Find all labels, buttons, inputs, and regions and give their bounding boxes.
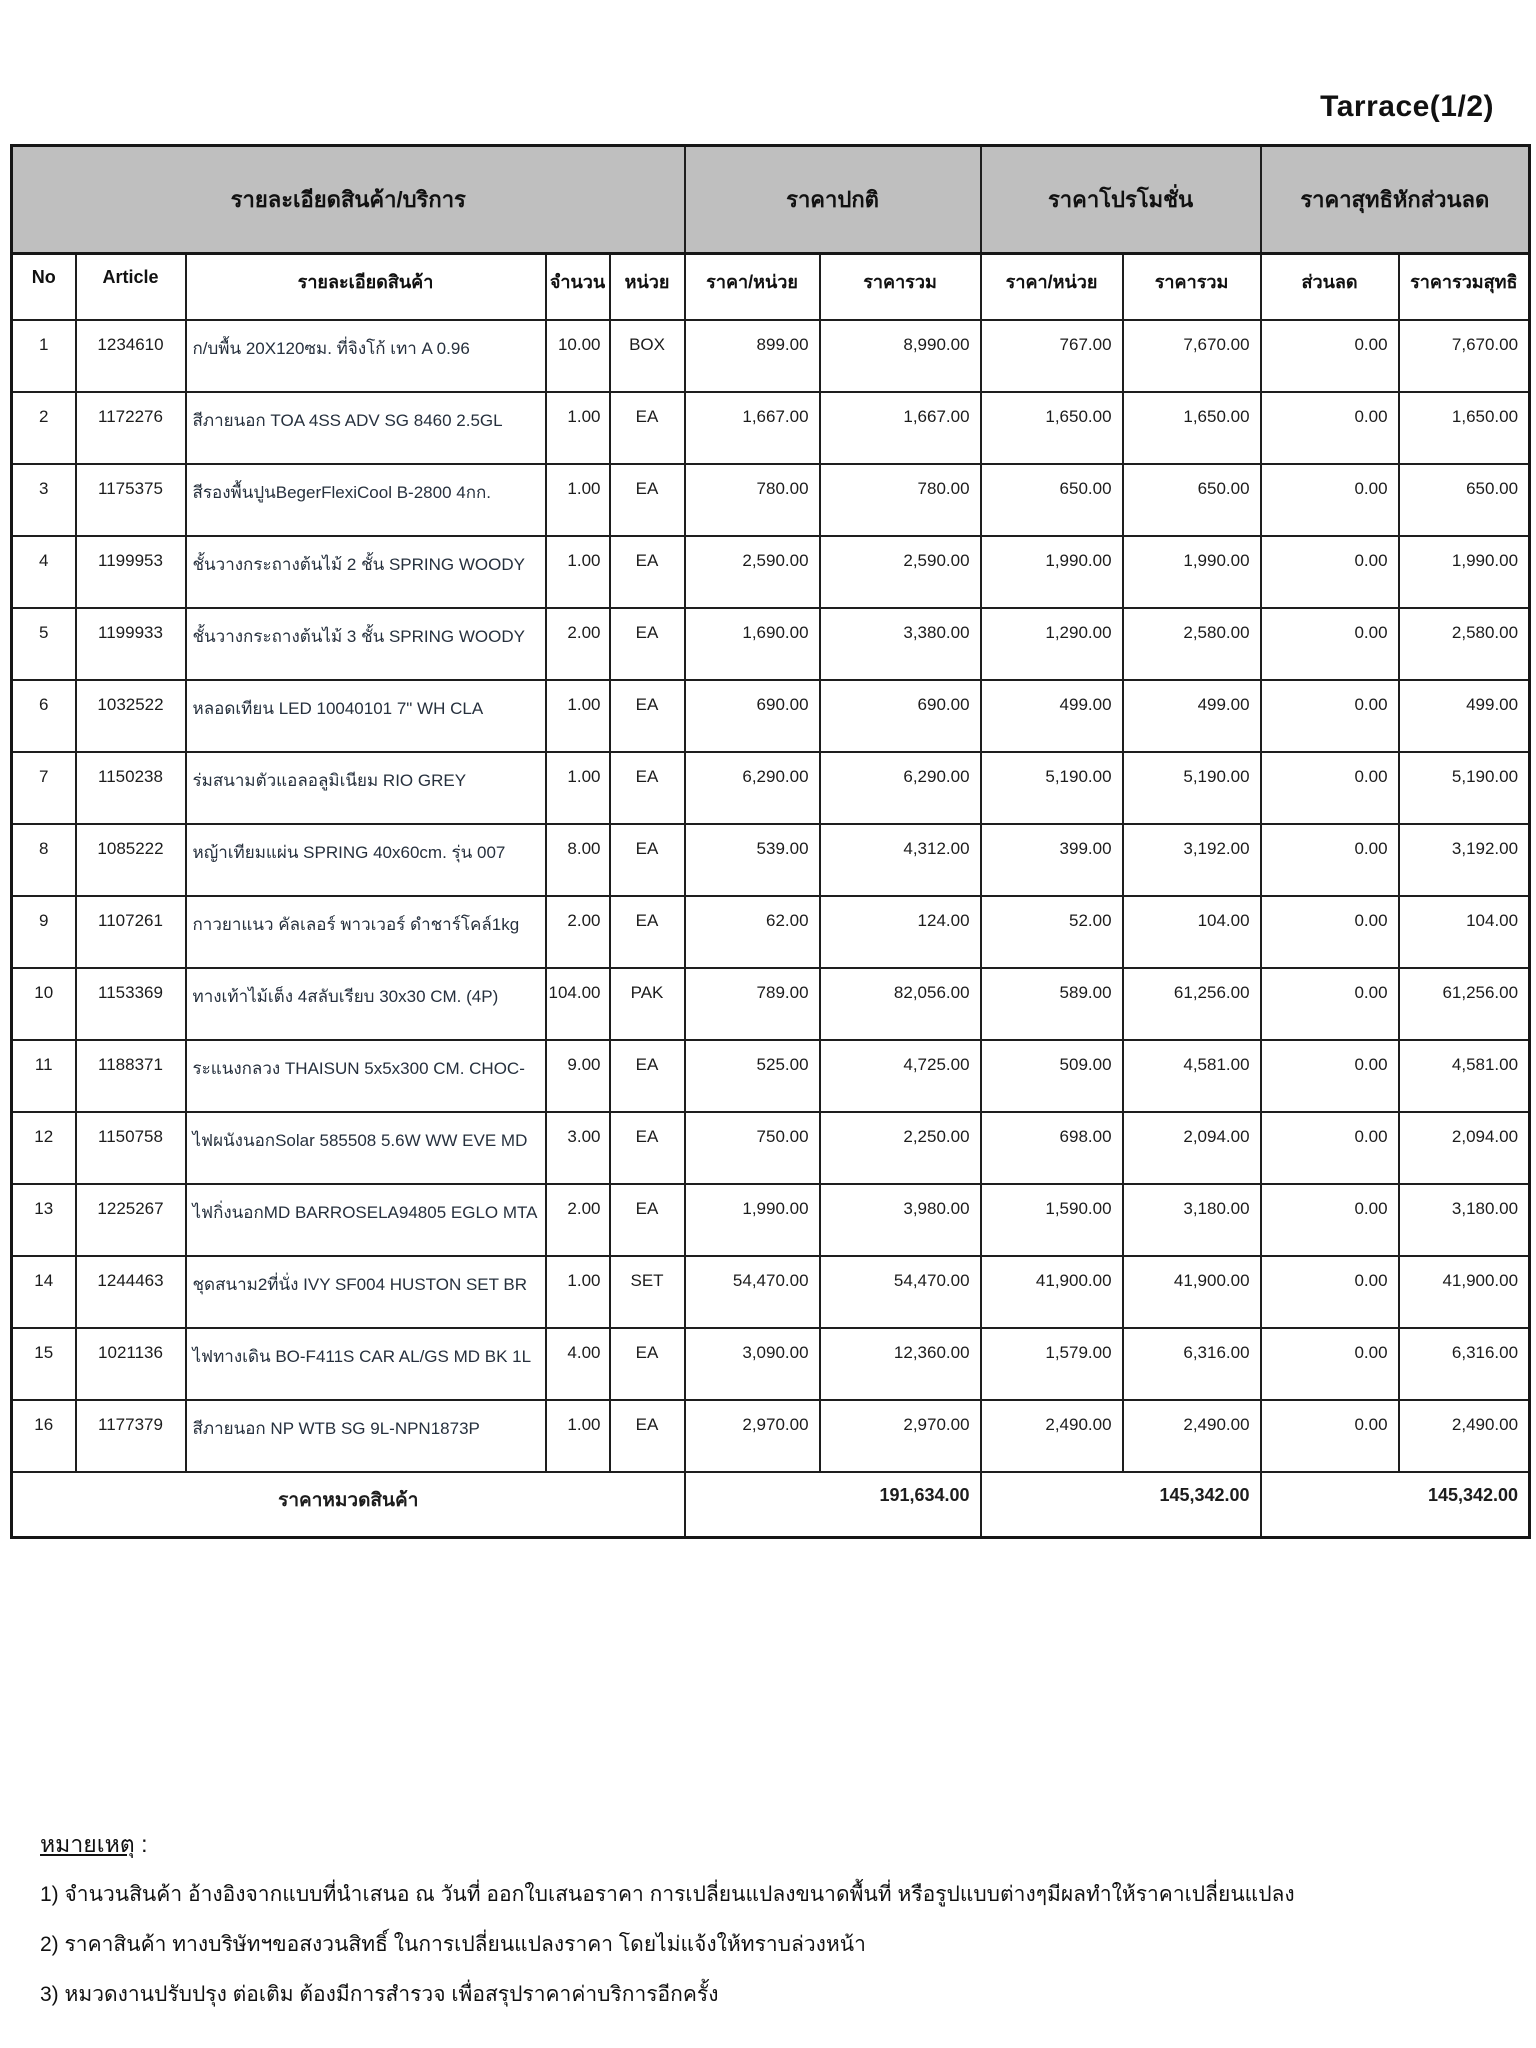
cell-discount: 0.00 (1261, 392, 1399, 464)
table-row (12, 1112, 1530, 1184)
cell-qty: 2.00 (546, 896, 610, 968)
cell-discount: 0.00 (1261, 1400, 1399, 1472)
cell-unit: EA (610, 536, 685, 608)
cell-article: 1225267 (76, 1184, 186, 1256)
cell-net-total: 4,581.00 (1399, 1040, 1530, 1112)
cell-net-total: 1,650.00 (1399, 392, 1530, 464)
cell-price-total: 54,470.00 (820, 1256, 981, 1328)
cell-description: ชั้นวางกระถางต้นไม้ 3 ชั้น SPRING WOODY (186, 608, 546, 680)
cell-qty: 1.00 (546, 1400, 610, 1472)
table-row (12, 1328, 1530, 1400)
table-row (12, 464, 1530, 536)
cell-price-total: 8,990.00 (820, 320, 981, 392)
col-header-article: Article (76, 254, 186, 320)
col-header-discount: ส่วนลด (1261, 254, 1399, 320)
group-header-normal-price: ราคาปกติ (685, 146, 981, 254)
cell-article: 1199933 (76, 608, 186, 680)
cell-article: 1244463 (76, 1256, 186, 1328)
cell-promo-unit: 5,190.00 (981, 752, 1123, 824)
cell-qty: 9.00 (546, 1040, 610, 1112)
cell-price-unit: 690.00 (685, 680, 820, 752)
cell-price-total: 82,056.00 (820, 968, 981, 1040)
cell-price-total: 6,290.00 (820, 752, 981, 824)
cell-discount: 0.00 (1261, 1256, 1399, 1328)
col-header-promo-unit: ราคา/หน่วย (981, 254, 1123, 320)
cell-description: ไฟกิ่งนอกMD BARROSELA94805 EGLO MTA (186, 1184, 546, 1256)
cell-net-total: 2,490.00 (1399, 1400, 1530, 1472)
cell-price-total: 1,667.00 (820, 392, 981, 464)
table-row (12, 1256, 1530, 1328)
cell-promo-total: 2,094.00 (1123, 1112, 1261, 1184)
cell-promo-unit: 1,650.00 (981, 392, 1123, 464)
cell-description: สีภายนอก TOA 4SS ADV SG 8460 2.5GL (186, 392, 546, 464)
cell-qty: 2.00 (546, 608, 610, 680)
cell-unit: EA (610, 752, 685, 824)
cell-price-unit: 539.00 (685, 824, 820, 896)
cell-net-total: 41,900.00 (1399, 1256, 1530, 1328)
cell-unit: EA (610, 824, 685, 896)
cell-qty: 1.00 (546, 392, 610, 464)
total-net-price: 145,342.00 (1261, 1472, 1530, 1538)
cell-promo-unit: 1,290.00 (981, 608, 1123, 680)
col-header-qty: จำนวน (546, 254, 610, 320)
cell-promo-total: 41,900.00 (1123, 1256, 1261, 1328)
cell-discount: 0.00 (1261, 608, 1399, 680)
table-row (12, 608, 1530, 680)
cell-no: 2 (12, 392, 76, 464)
col-header-no: No (12, 254, 76, 320)
group-header-product-details: รายละเอียดสินค้า/บริการ (12, 146, 685, 254)
table-row (12, 1184, 1530, 1256)
cell-net-total: 650.00 (1399, 464, 1530, 536)
cell-description: ไฟผนังนอกSolar 585508 5.6W WW EVE MD (186, 1112, 546, 1184)
cell-unit: EA (610, 464, 685, 536)
cell-unit: EA (610, 1328, 685, 1400)
notes-heading (40, 1827, 1536, 1863)
cell-unit: EA (610, 680, 685, 752)
cell-price-total: 124.00 (820, 896, 981, 968)
cell-article: 1172276 (76, 392, 186, 464)
cell-price-unit: 62.00 (685, 896, 820, 968)
cell-promo-total: 5,190.00 (1123, 752, 1261, 824)
cell-price-unit: 1,690.00 (685, 608, 820, 680)
cell-unit: EA (610, 608, 685, 680)
total-normal-price: 191,634.00 (685, 1472, 981, 1538)
table-row (12, 752, 1530, 824)
notes-heading-text: หมายเหตุ (40, 1831, 135, 1857)
cell-qty: 2.00 (546, 1184, 610, 1256)
group-header-row (12, 146, 1530, 254)
total-row (12, 1472, 1530, 1538)
cell-article: 1234610 (76, 320, 186, 392)
cell-price-unit: 2,970.00 (685, 1400, 820, 1472)
cell-unit: EA (610, 392, 685, 464)
cell-no: 5 (12, 608, 76, 680)
cell-net-total: 2,580.00 (1399, 608, 1530, 680)
cell-price-total: 3,980.00 (820, 1184, 981, 1256)
cell-no: 16 (12, 1400, 76, 1472)
cell-price-unit: 899.00 (685, 320, 820, 392)
col-header-description: รายละเอียดสินค้า (186, 254, 546, 320)
cell-promo-total: 2,580.00 (1123, 608, 1261, 680)
cell-promo-unit: 767.00 (981, 320, 1123, 392)
cell-no: 6 (12, 680, 76, 752)
cell-article: 1153369 (76, 968, 186, 1040)
table-row (12, 320, 1530, 392)
cell-no: 7 (12, 752, 76, 824)
cell-article: 1032522 (76, 680, 186, 752)
cell-promo-unit: 589.00 (981, 968, 1123, 1040)
cell-unit: EA (610, 896, 685, 968)
table-row (12, 896, 1530, 968)
cell-discount: 0.00 (1261, 1040, 1399, 1112)
cell-unit: EA (610, 1112, 685, 1184)
cell-description: ทางเท้าไม้เต็ง 4สลับเรียบ 30x30 CM. (4P) (186, 968, 546, 1040)
cell-price-unit: 6,290.00 (685, 752, 820, 824)
cell-no: 8 (12, 824, 76, 896)
cell-article: 1150758 (76, 1112, 186, 1184)
cell-promo-total: 650.00 (1123, 464, 1261, 536)
cell-no: 14 (12, 1256, 76, 1328)
cell-net-total: 7,670.00 (1399, 320, 1530, 392)
total-label: ราคาหมวดสินค้า (12, 1472, 685, 1538)
cell-discount: 0.00 (1261, 968, 1399, 1040)
cell-net-total: 104.00 (1399, 896, 1530, 968)
cell-price-total: 4,312.00 (820, 824, 981, 896)
cell-no: 15 (12, 1328, 76, 1400)
column-header-row (12, 254, 1530, 320)
cell-price-unit: 3,090.00 (685, 1328, 820, 1400)
cell-unit: SET (610, 1256, 685, 1328)
cell-qty: 1.00 (546, 680, 610, 752)
total-promo-price: 145,342.00 (981, 1472, 1261, 1538)
cell-discount: 0.00 (1261, 1112, 1399, 1184)
cell-no: 4 (12, 536, 76, 608)
cell-qty: 1.00 (546, 1256, 610, 1328)
cell-discount: 0.00 (1261, 1328, 1399, 1400)
cell-qty: 1.00 (546, 464, 610, 536)
cell-promo-unit: 41,900.00 (981, 1256, 1123, 1328)
col-header-price-unit: ราคา/หน่วย (685, 254, 820, 320)
cell-qty: 104.00 (546, 968, 610, 1040)
cell-unit: EA (610, 1400, 685, 1472)
cell-qty: 8.00 (546, 824, 610, 896)
quotation-table (10, 144, 1531, 1539)
cell-promo-unit: 1,990.00 (981, 536, 1123, 608)
notes-heading-colon: : (134, 1831, 148, 1857)
cell-price-unit: 1,667.00 (685, 392, 820, 464)
cell-discount: 0.00 (1261, 824, 1399, 896)
cell-unit: BOX (610, 320, 685, 392)
cell-price-total: 4,725.00 (820, 1040, 981, 1112)
cell-article: 1199953 (76, 536, 186, 608)
cell-promo-unit: 1,590.00 (981, 1184, 1123, 1256)
cell-unit: EA (610, 1040, 685, 1112)
cell-promo-total: 1,990.00 (1123, 536, 1261, 608)
cell-price-unit: 2,590.00 (685, 536, 820, 608)
cell-no: 10 (12, 968, 76, 1040)
table-row (12, 392, 1530, 464)
cell-qty: 10.00 (546, 320, 610, 392)
cell-net-total: 1,990.00 (1399, 536, 1530, 608)
cell-description: หลอดเทียน LED 10040101 7" WH CLA (186, 680, 546, 752)
note-item-2: 2) ราคาสินค้า ทางบริษัทฯขอสงวนสิทธิ์ ในการเปลี่ยนแปลงราคา โดยไม่แจ้งให้ทราบล่วงหน้า (40, 1933, 866, 1956)
cell-discount: 0.00 (1261, 536, 1399, 608)
cell-price-total: 780.00 (820, 464, 981, 536)
cell-qty: 1.00 (546, 752, 610, 824)
cell-discount: 0.00 (1261, 752, 1399, 824)
cell-no: 12 (12, 1112, 76, 1184)
cell-discount: 0.00 (1261, 320, 1399, 392)
cell-discount: 0.00 (1261, 680, 1399, 752)
cell-promo-total: 2,490.00 (1123, 1400, 1261, 1472)
cell-article: 1188371 (76, 1040, 186, 1112)
cell-article: 1175375 (76, 464, 186, 536)
col-header-unit: หน่วย (610, 254, 685, 320)
cell-net-total: 499.00 (1399, 680, 1530, 752)
cell-article: 1021136 (76, 1328, 186, 1400)
cell-price-unit: 780.00 (685, 464, 820, 536)
cell-description: สีภายนอก NP WTB SG 9L-NPN1873P (186, 1400, 546, 1472)
cell-price-total: 12,360.00 (820, 1328, 981, 1400)
cell-promo-total: 499.00 (1123, 680, 1261, 752)
col-header-promo-total: ราคารวม (1123, 254, 1261, 320)
cell-no: 9 (12, 896, 76, 968)
table-row (12, 680, 1530, 752)
cell-qty: 1.00 (546, 536, 610, 608)
cell-promo-unit: 2,490.00 (981, 1400, 1123, 1472)
col-header-price-total: ราคารวม (820, 254, 981, 320)
cell-net-total: 6,316.00 (1399, 1328, 1530, 1400)
cell-net-total: 3,180.00 (1399, 1184, 1530, 1256)
cell-promo-total: 7,670.00 (1123, 320, 1261, 392)
cell-discount: 0.00 (1261, 464, 1399, 536)
table-row (12, 824, 1530, 896)
cell-promo-unit: 52.00 (981, 896, 1123, 968)
cell-price-total: 690.00 (820, 680, 981, 752)
cell-description: กาวยาแนว คัลเลอร์ พาวเวอร์ ดำชาร์โคล์1kg (186, 896, 546, 968)
note-item-3: 3) หมวดงานปรับปรุง ต่อเติม ต้องมีการสำรวจ เพื่อสรุปราคาค่าบริการอีกครั้ง (40, 1983, 719, 2006)
cell-price-total: 2,590.00 (820, 536, 981, 608)
cell-promo-unit: 698.00 (981, 1112, 1123, 1184)
cell-description: ก/บพื้น 20X120ซม. ที่จิงโก้ เทา A 0.96 (186, 320, 546, 392)
table-row (12, 1040, 1530, 1112)
cell-promo-total: 61,256.00 (1123, 968, 1261, 1040)
cell-price-total: 2,970.00 (820, 1400, 981, 1472)
cell-net-total: 5,190.00 (1399, 752, 1530, 824)
notes-section (40, 1827, 1536, 2009)
cell-description: ระแนงกลวง THAISUN 5x5x300 CM. CHOC- (186, 1040, 546, 1112)
cell-discount: 0.00 (1261, 896, 1399, 968)
cell-promo-unit: 499.00 (981, 680, 1123, 752)
cell-net-total: 3,192.00 (1399, 824, 1530, 896)
cell-net-total: 61,256.00 (1399, 968, 1530, 1040)
cell-article: 1107261 (76, 896, 186, 968)
cell-promo-unit: 650.00 (981, 464, 1123, 536)
cell-description: ชุดสนาม2ที่นั่ง IVY SF004 HUSTON SET BR (186, 1256, 546, 1328)
cell-description: ไฟทางเดิน BO-F411S CAR AL/GS MD BK 1L (186, 1328, 546, 1400)
table-row (12, 536, 1530, 608)
cell-promo-total: 6,316.00 (1123, 1328, 1261, 1400)
page-title: Tarrace(1/2) (1320, 90, 1494, 123)
group-header-net-price: ราคาสุทธิหักส่วนลด (1261, 146, 1530, 254)
cell-price-unit: 54,470.00 (685, 1256, 820, 1328)
cell-promo-total: 1,650.00 (1123, 392, 1261, 464)
cell-qty: 4.00 (546, 1328, 610, 1400)
cell-promo-unit: 509.00 (981, 1040, 1123, 1112)
cell-price-unit: 1,990.00 (685, 1184, 820, 1256)
cell-price-unit: 789.00 (685, 968, 820, 1040)
cell-promo-unit: 399.00 (981, 824, 1123, 896)
cell-price-unit: 750.00 (685, 1112, 820, 1184)
cell-promo-total: 3,180.00 (1123, 1184, 1261, 1256)
cell-no: 1 (12, 320, 76, 392)
cell-no: 3 (12, 464, 76, 536)
cell-no: 13 (12, 1184, 76, 1256)
cell-promo-total: 4,581.00 (1123, 1040, 1261, 1112)
cell-promo-total: 3,192.00 (1123, 824, 1261, 896)
cell-article: 1085222 (76, 824, 186, 896)
table-row (12, 968, 1530, 1040)
cell-description: สีรองพื้นปูนBegerFlexiCool B-2800 4กก. (186, 464, 546, 536)
cell-price-total: 3,380.00 (820, 608, 981, 680)
col-header-net-total: ราคารวมสุทธิ (1399, 254, 1530, 320)
cell-price-unit: 525.00 (685, 1040, 820, 1112)
cell-unit: EA (610, 1184, 685, 1256)
table-row (12, 1400, 1530, 1472)
cell-description: หญ้าเทียมแผ่น SPRING 40x60cm. รุ่น 007 (186, 824, 546, 896)
note-item-1: 1) จำนวนสินค้า อ้างอิงจากแบบที่นำเสนอ ณ วันที่ ออกใบเสนอราคา การเปลี่ยนแปลงขนาดพื้นที่ หรือรูปแบบต่างๆมีผลทำให้ราคาเปลี่ยนแปลง (40, 1883, 1295, 1906)
cell-promo-total: 104.00 (1123, 896, 1261, 968)
cell-no: 11 (12, 1040, 76, 1112)
cell-article: 1177379 (76, 1400, 186, 1472)
cell-qty: 3.00 (546, 1112, 610, 1184)
cell-description: ร่มสนามตัวแอลอลูมิเนียม RIO GREY (186, 752, 546, 824)
cell-price-total: 2,250.00 (820, 1112, 981, 1184)
cell-unit: PAK (610, 968, 685, 1040)
cell-article: 1150238 (76, 752, 186, 824)
cell-description: ชั้นวางกระถางต้นไม้ 2 ชั้น SPRING WOODY (186, 536, 546, 608)
cell-net-total: 2,094.00 (1399, 1112, 1530, 1184)
cell-discount: 0.00 (1261, 1184, 1399, 1256)
group-header-promo-price: ราคาโปรโมชั่น (981, 146, 1261, 254)
cell-promo-unit: 1,579.00 (981, 1328, 1123, 1400)
table-body (12, 320, 1530, 1472)
